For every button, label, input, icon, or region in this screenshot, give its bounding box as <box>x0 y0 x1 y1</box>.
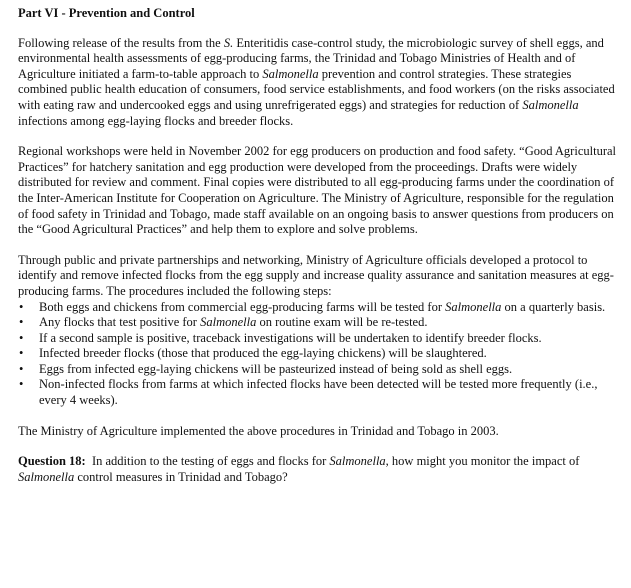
list-item-text: Infected breeder flocks (those that produced the egg-laying chickens) will be slaughtered. <box>39 346 487 361</box>
list-item <box>18 362 617 378</box>
list-item <box>18 315 617 331</box>
paragraph-protocol: Through public and private partnerships and networking, Ministry of Agriculture officials developed a protocol to identify and remove infected flocks from the egg supply and increase quality assurance and sanitation measures at egg-producing farms. The procedures included the following steps: <box>18 252 614 298</box>
paragraph-intro-text-3: prevention and control strategies. These strategies combined public health education of consumers, food service establishments, and food workers (on the risks associated with eating raw and undercooked eggs and using unrefrigerated eggs) and strategies for reduction of <box>18 66 615 112</box>
list-item-text: If a second sample is positive, traceback investigations will be undertaken to identify breeder flocks. <box>39 330 542 345</box>
question-block <box>18 454 617 485</box>
bullet-icon: • <box>19 377 24 392</box>
question-text-2: , how might you monitor the impact of <box>385 454 580 469</box>
question-text-3: control measures in Trinidad and Tobago? <box>74 469 288 484</box>
list-item-text: Non-infected flocks from farms at which infected flocks have been detected will be tested more frequently (i.e., every 4 weeks). <box>39 377 598 408</box>
paragraph-intro-italic-2: Salmonella <box>262 66 319 81</box>
list-item-text-end: on a quarterly basis. <box>501 299 606 314</box>
question-italic-1: Salmonella <box>329 454 386 469</box>
list-item-text: Eggs from infected egg-laying chickens will be pasteurized instead of being sold as shell eggs. <box>39 361 513 376</box>
bullet-icon: • <box>19 361 24 376</box>
paragraph-implementation: The Ministry of Agriculture implemented the above procedures in Trinidad and Tobago in 2003. <box>18 423 499 438</box>
list-item <box>18 300 617 316</box>
paragraph-intro-text-4: infections among egg-laying flocks and breeder flocks. <box>18 113 294 128</box>
list-item-italic: Salmonella <box>200 315 257 330</box>
paragraph-intro-italic-1: S. <box>223 35 234 50</box>
list-item-text: Both eggs and chickens from commercial egg-producing farms will be tested for <box>39 299 446 314</box>
paragraph-workshops: Regional workshops were held in November 2002 for egg producers on production and food safety. “Good Agricultural Practices” for hatchery sanitation and egg production were developed from the proceedings. Drafts were widely distributed for review and comment. Final copies were distributed to all egg-producing farms under the coordination of the Inter-American Institute for Cooperation on Agriculture. The Ministry of Agriculture, responsible for the regulation of food safety in Trinidad and Tobago, made staff available on an ongoing basis to answer questions from producers on the “Good Agricultural Practices” and help them to explore and solve problems. <box>18 144 616 237</box>
list-item <box>18 377 617 408</box>
bullet-icon: • <box>19 315 24 330</box>
paragraph-intro <box>18 36 617 130</box>
bullet-icon: • <box>19 346 24 361</box>
bullet-icon: • <box>19 330 24 345</box>
bullet-icon: • <box>19 299 24 314</box>
question-italic-2: Salmonella <box>18 469 75 484</box>
paragraph-intro-text-2: Enteritidis case-control study, the microbiologic survey of shell eggs, and environmental health assessments of egg-producing farms, the Trinidad and Tobago Ministries of Health and of Agriculture initiated a farm-to-table approach to <box>18 35 604 81</box>
list-item-text-end: on routine exam will be re-tested. <box>256 315 428 330</box>
procedure-steps-list <box>18 300 617 409</box>
section-heading: Part VI - Prevention and Control <box>18 6 195 20</box>
question-label: Question 18: <box>18 454 86 469</box>
paragraph-intro-italic-3: Salmonella <box>522 97 579 112</box>
list-item <box>18 346 617 362</box>
list-item <box>18 331 617 347</box>
list-item-italic: Salmonella <box>445 299 502 314</box>
question-text-1: In addition to the testing of eggs and flocks for <box>85 454 330 469</box>
list-item-text: Any flocks that test positive for <box>39 315 201 330</box>
paragraph-intro-text-1: Following release of the results from the <box>18 35 224 50</box>
